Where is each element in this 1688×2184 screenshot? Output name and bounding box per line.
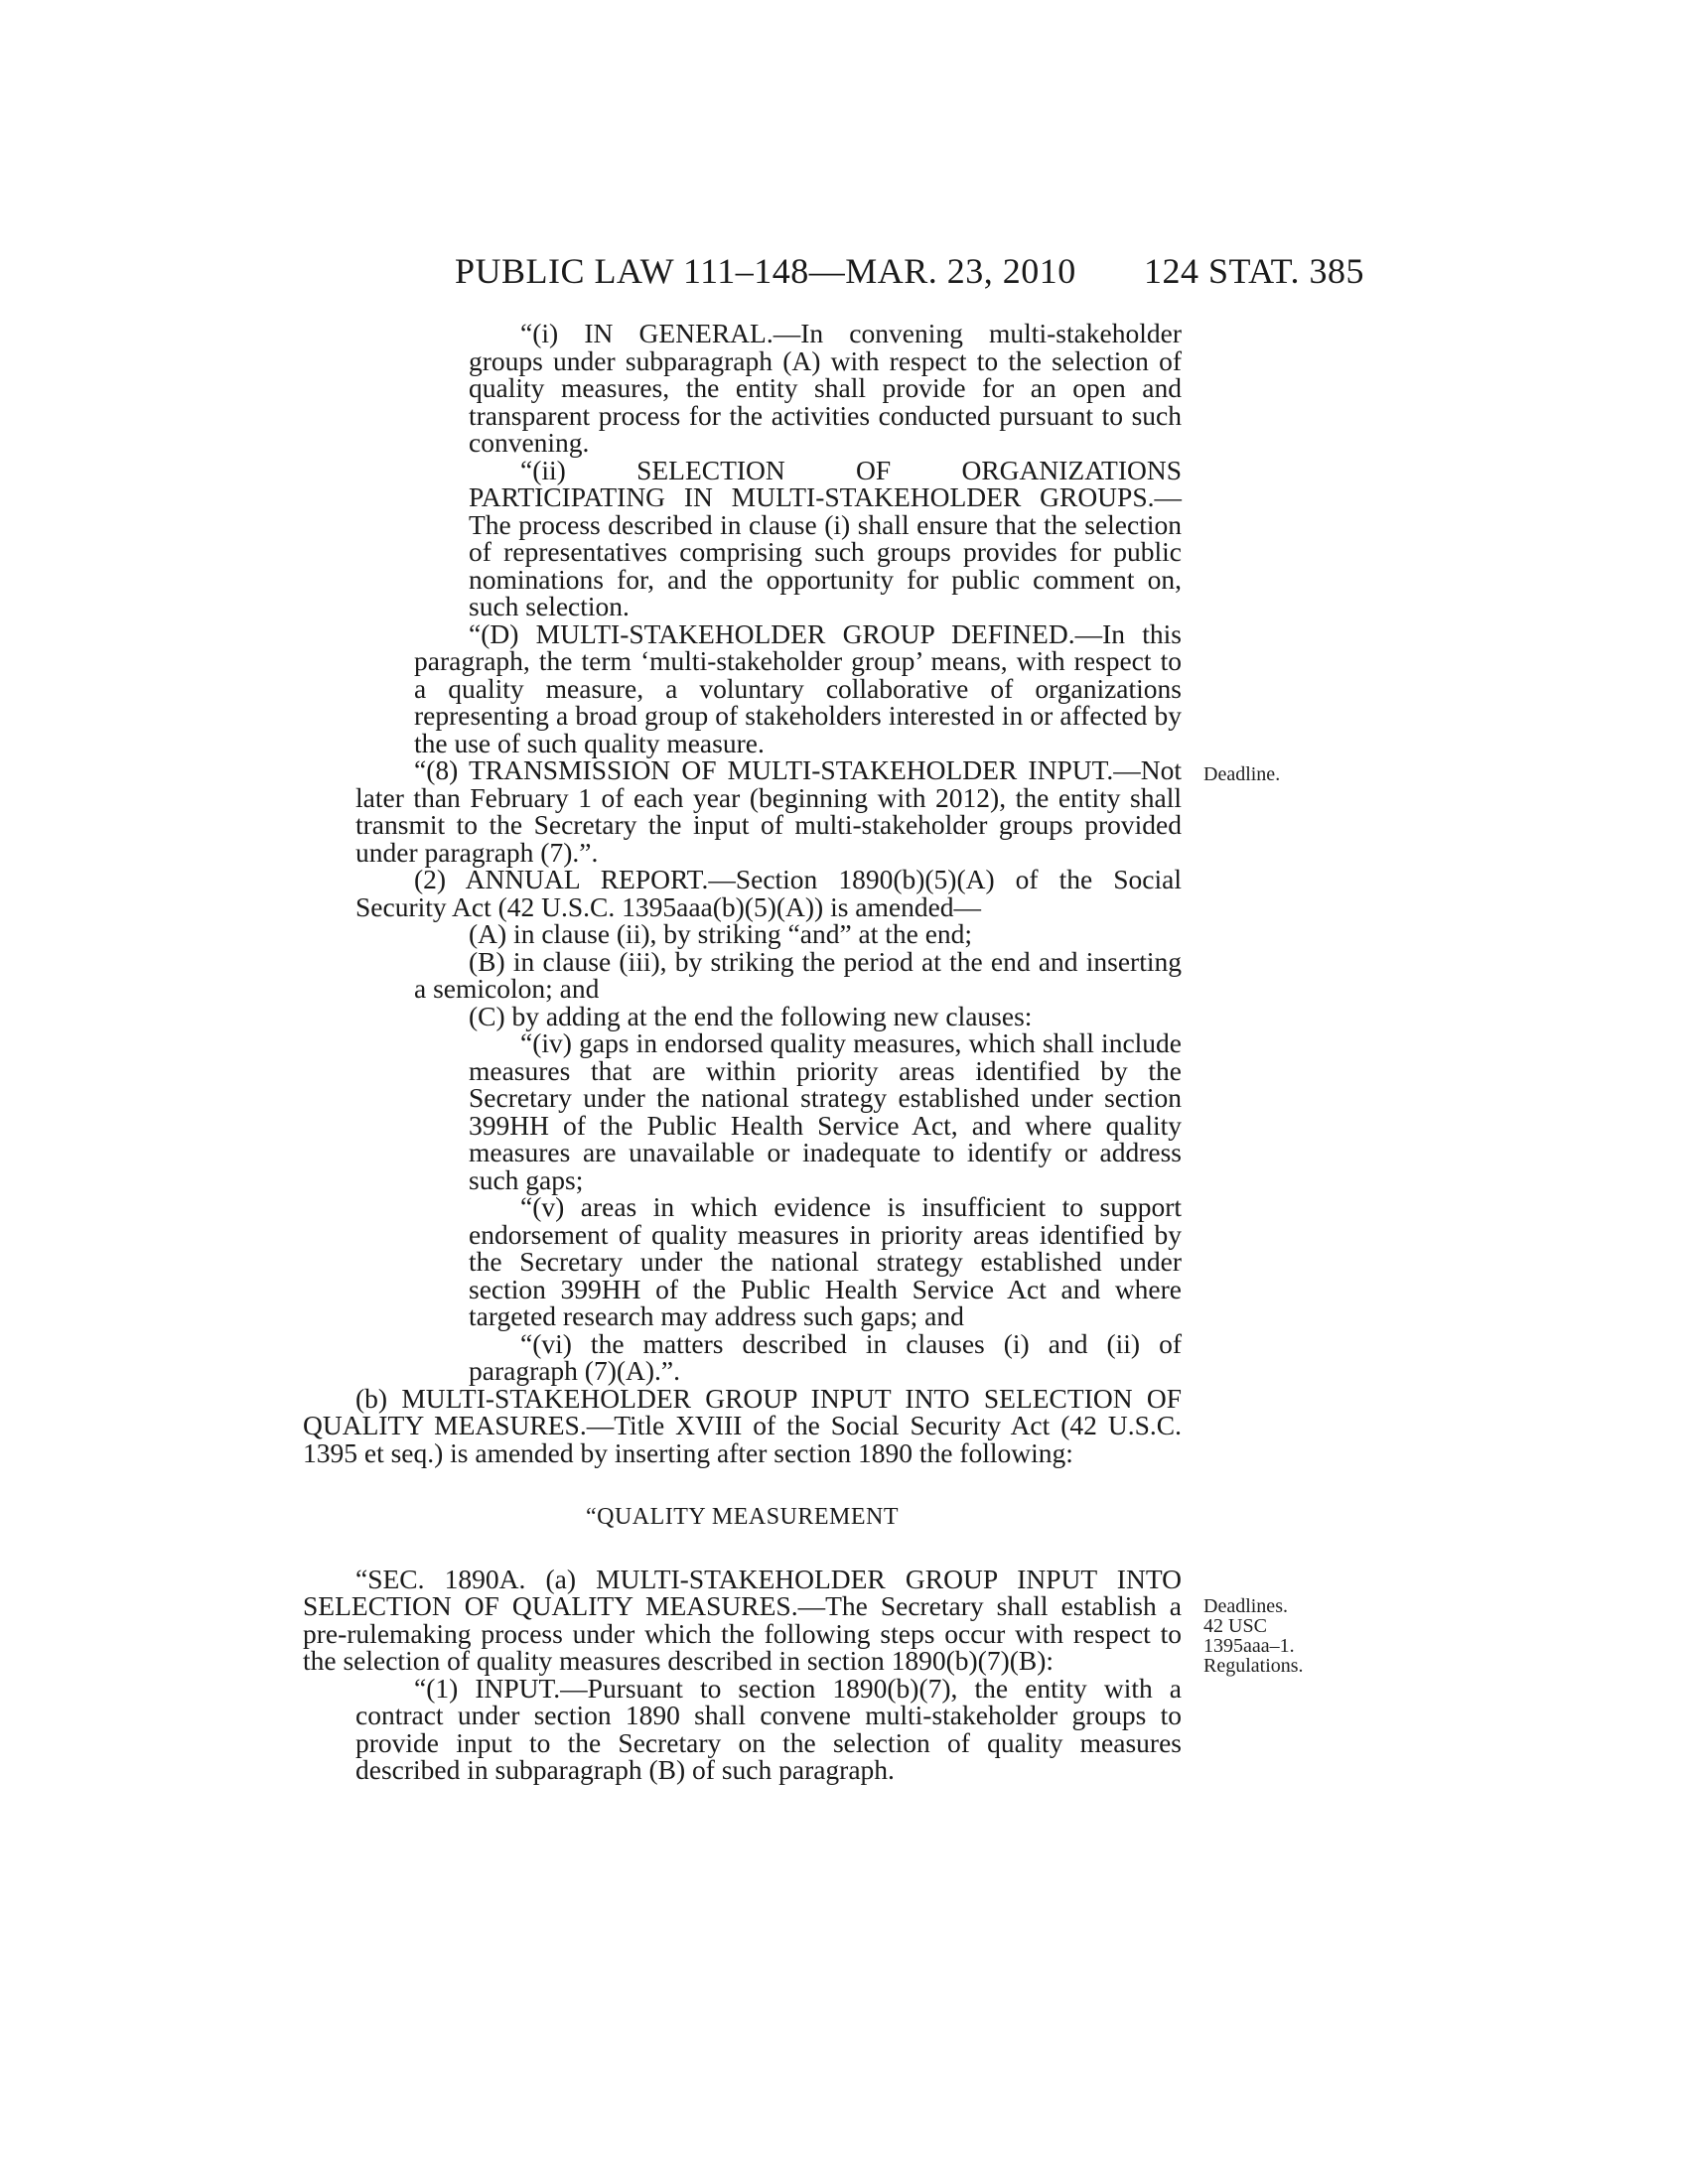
margin-note-line: Regulations. (1203, 1655, 1304, 1677)
statute-body (303, 320, 1182, 1784)
item-c-new-clauses: (C) by adding at the end the following new clauses: (469, 1000, 1033, 1031)
clause-iv-gaps: “(iv) gaps in endorsed quality measures, which shall include measures that are within priority areas identified by the Secretary under the national strategy established under section 399HH of the Public Health Service Act, and where quality measures are unavailable or inadequate to identify or address such gaps; (469, 1027, 1182, 1195)
margin-note-deadlines (1203, 1596, 1304, 1676)
margin-note-line: Deadlines. (1203, 1595, 1288, 1617)
clause-v-areas: “(v) areas in which evidence is insufficient to support endorsement of quality measures in priority areas identified by the Secretary under the national strategy established under section 399HH of the Public Health Service Act and where targeted research may address such gaps; and (469, 1191, 1182, 1331)
paragraph-2-annual-report: (2) ANNUAL REPORT.—Section 1890(b)(5)(A) of the Social Security Act (42 U.S.C. 1395aaa(b)(5)(A)) is amended— (355, 864, 1182, 922)
section-1890a-text: “SEC. 1890A. (a) MULTI-STAKEHOLDER GROUP INPUT INTO SELECTION OF QUALITY MEASURES.—The Secretary shall establish a pre-rulemaking process under which the following steps occur with respect to the selection of quality measures described in section 1890(b)(7)(B): (303, 1563, 1182, 1676)
clause-i-general: “(i) IN GENERAL.—In convening multi-stakeholder groups under subparagraph (A) with respect to the selection of quality measures, the entity shall provide for an open and transparent process for the activities conducted pursuant to such convening. (469, 318, 1182, 458)
section-heading-quality-measurement: “QUALITY MEASUREMENT (585, 1504, 900, 1530)
clause-ii-selection: “(ii) SELECTION OF ORGANIZATIONS PARTICIPATING IN MULTI-STAKEHOLDER GROUPS.—The process described in clause (i) shall ensure that the selection of representatives comprising such groups provides for public nominations for, and the opportunity for public comment on, such selection. (469, 454, 1182, 621)
margin-note-line: 42 USC (1203, 1615, 1267, 1637)
subparagraph-d-definition: “(D) MULTI-STAKEHOLDER GROUP DEFINED.—In this paragraph, the term ‘multi-stakeholder group’ means, with respect to a quality measure, a voluntary collaborative of organizations representing a broad group of stakeholders interested in or affected by the use of such quality measure. (414, 617, 1182, 758)
paragraph-8-transmission: “(8) TRANSMISSION OF MULTI-STAKEHOLDER INPUT.—Not later than February 1 of each year (beginning with 2012), the entity shall transmit to the Secretary the input of multi-stakeholder groups provided under paragraph (7).”. (355, 754, 1182, 868)
item-a-clause-ii: (A) in clause (ii), by striking “and” at the end; (469, 918, 973, 949)
paragraph-1-input: “(1) INPUT.—Pursuant to section 1890(b)(7), the entity with a contract under section 1890 shall convene multi-stakeholder groups to provide input to the Secretary on the selection of quality measures described in subparagraph (B) of such paragraph. (355, 1672, 1182, 1785)
page-stat-number: 124 STAT. 385 (1144, 251, 1364, 291)
running-header-title: PUBLIC LAW 111–148—MAR. 23, 2010 (455, 251, 1076, 291)
clause-vi-matters: “(vi) the matters described in clauses (i) and (ii) of paragraph (7)(A).”. (469, 1327, 1182, 1386)
item-b-clause-iii: (B) in clause (iii), by striking the period at the end and inserting a semicolon; and (414, 945, 1182, 1004)
margin-note-line: 1395aaa–1. (1203, 1635, 1295, 1657)
margin-note-deadline: Deadline. (1203, 763, 1281, 785)
subsection-b-input: (b) MULTI-STAKEHOLDER GROUP INPUT INTO SELECTION OF QUALITY MEASURES.—Title XVIII of the Social Security Act (42 U.S.C. 1395 et seq.) is amended by inserting after section 1890 the following: (303, 1382, 1182, 1468)
